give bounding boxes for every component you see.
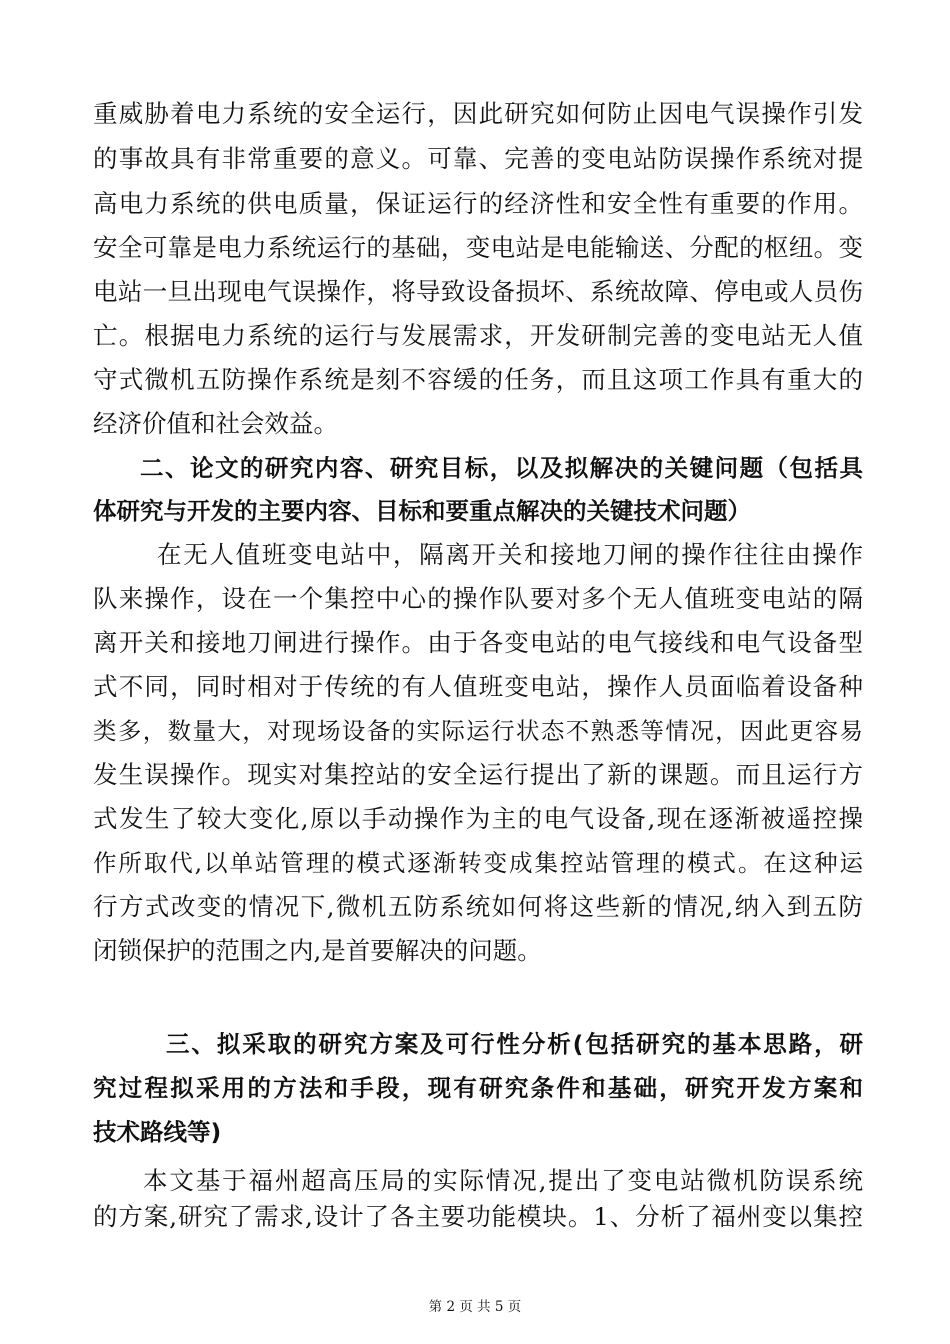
paragraph-line: 的方案,研究了需求,设计了各主要功能模块。1、分析了福州变以集控 [93, 1202, 863, 1231]
paragraph-line: 高电力系统的供电质量，保证运行的经济性和安全性有重要的作用。 [93, 189, 863, 218]
paragraph-line: 电站一旦出现电气误操作，将导致设备损坏、系统故障、停电或人员伤 [93, 277, 863, 306]
paragraph-line: 安全可靠是电力系统运行的基础，变电站是电能输送、分配的枢纽。变 [93, 233, 863, 262]
paragraph-line: 离开关和接地刀闸进行操作。由于各变电站的电气接线和电气设备型 [93, 628, 863, 657]
page-number-footer: 第 2 页 共 5 页 [428, 1299, 522, 1315]
paragraph-line: 闭锁保护的范围之内,是首要解决的问题。 [93, 936, 542, 965]
paragraph-line: 队来操作，设在一个集控中心的操作队要对多个无人值班变电站的隔 [93, 584, 863, 613]
paragraph-line: 守式微机五防操作系统是刻不容缓的任务，而且这项工作具有重大的 [93, 365, 863, 394]
paragraph-line: 式发生了较大变化,原以手动操作为主的电气设备,现在逐渐被遥控操 [93, 804, 863, 833]
paragraph-line: 本文基于福州超高压局的实际情况,提出了变电站微机防误系统 [143, 1166, 863, 1195]
paragraph-line: 式不同，同时相对于传统的有人值班变电站，操作人员面临着设备种 [93, 672, 863, 701]
paragraph-line: 在无人值班变电站中，隔离开关和接地刀闸的操作往往由操作 [157, 540, 863, 569]
paragraph-line: 的事故具有非常重要的意义。可靠、完善的变电站防误操作系统对提 [93, 144, 863, 173]
section-heading-line: 三、拟采取的研究方案及可行性分析(包括研究的基本思路，研 [166, 1030, 863, 1058]
paragraph-line: 发生误操作。现实对集控站的安全运行提出了新的课题。而且运行方 [93, 760, 863, 789]
paragraph-line: 重威胁着电力系统的安全运行，因此研究如何防止因电气误操作引发 [93, 99, 863, 128]
paragraph-line: 行方式改变的情况下,微机五防系统如何将这些新的情况,纳入到五防 [93, 892, 863, 921]
paragraph-line: 经济价值和社会效益。 [93, 409, 338, 438]
section-heading-line: 究过程拟采用的方法和手段，现有研究条件和基础，研究开发方案和 [93, 1074, 863, 1102]
paragraph-line: 作所取代,以单站管理的模式逐渐转变成集控站管理的模式。在这种运 [93, 849, 863, 877]
section-heading-line: 技术路线等) [93, 1118, 222, 1146]
section-heading-line: 体研究与开发的主要内容、目标和要重点解决的关键技术问题） [93, 497, 751, 525]
section-heading-line: 二、论文的研究内容、研究目标，以及拟解决的关键问题（包括具 [140, 454, 863, 482]
paragraph-line: 类多，数量大，对现场设备的实际运行状态不熟悉等情况，因此更容易 [93, 717, 863, 745]
paragraph-line: 亡。根据电力系统的运行与发展需求，开发研制完善的变电站无人值 [93, 321, 863, 350]
